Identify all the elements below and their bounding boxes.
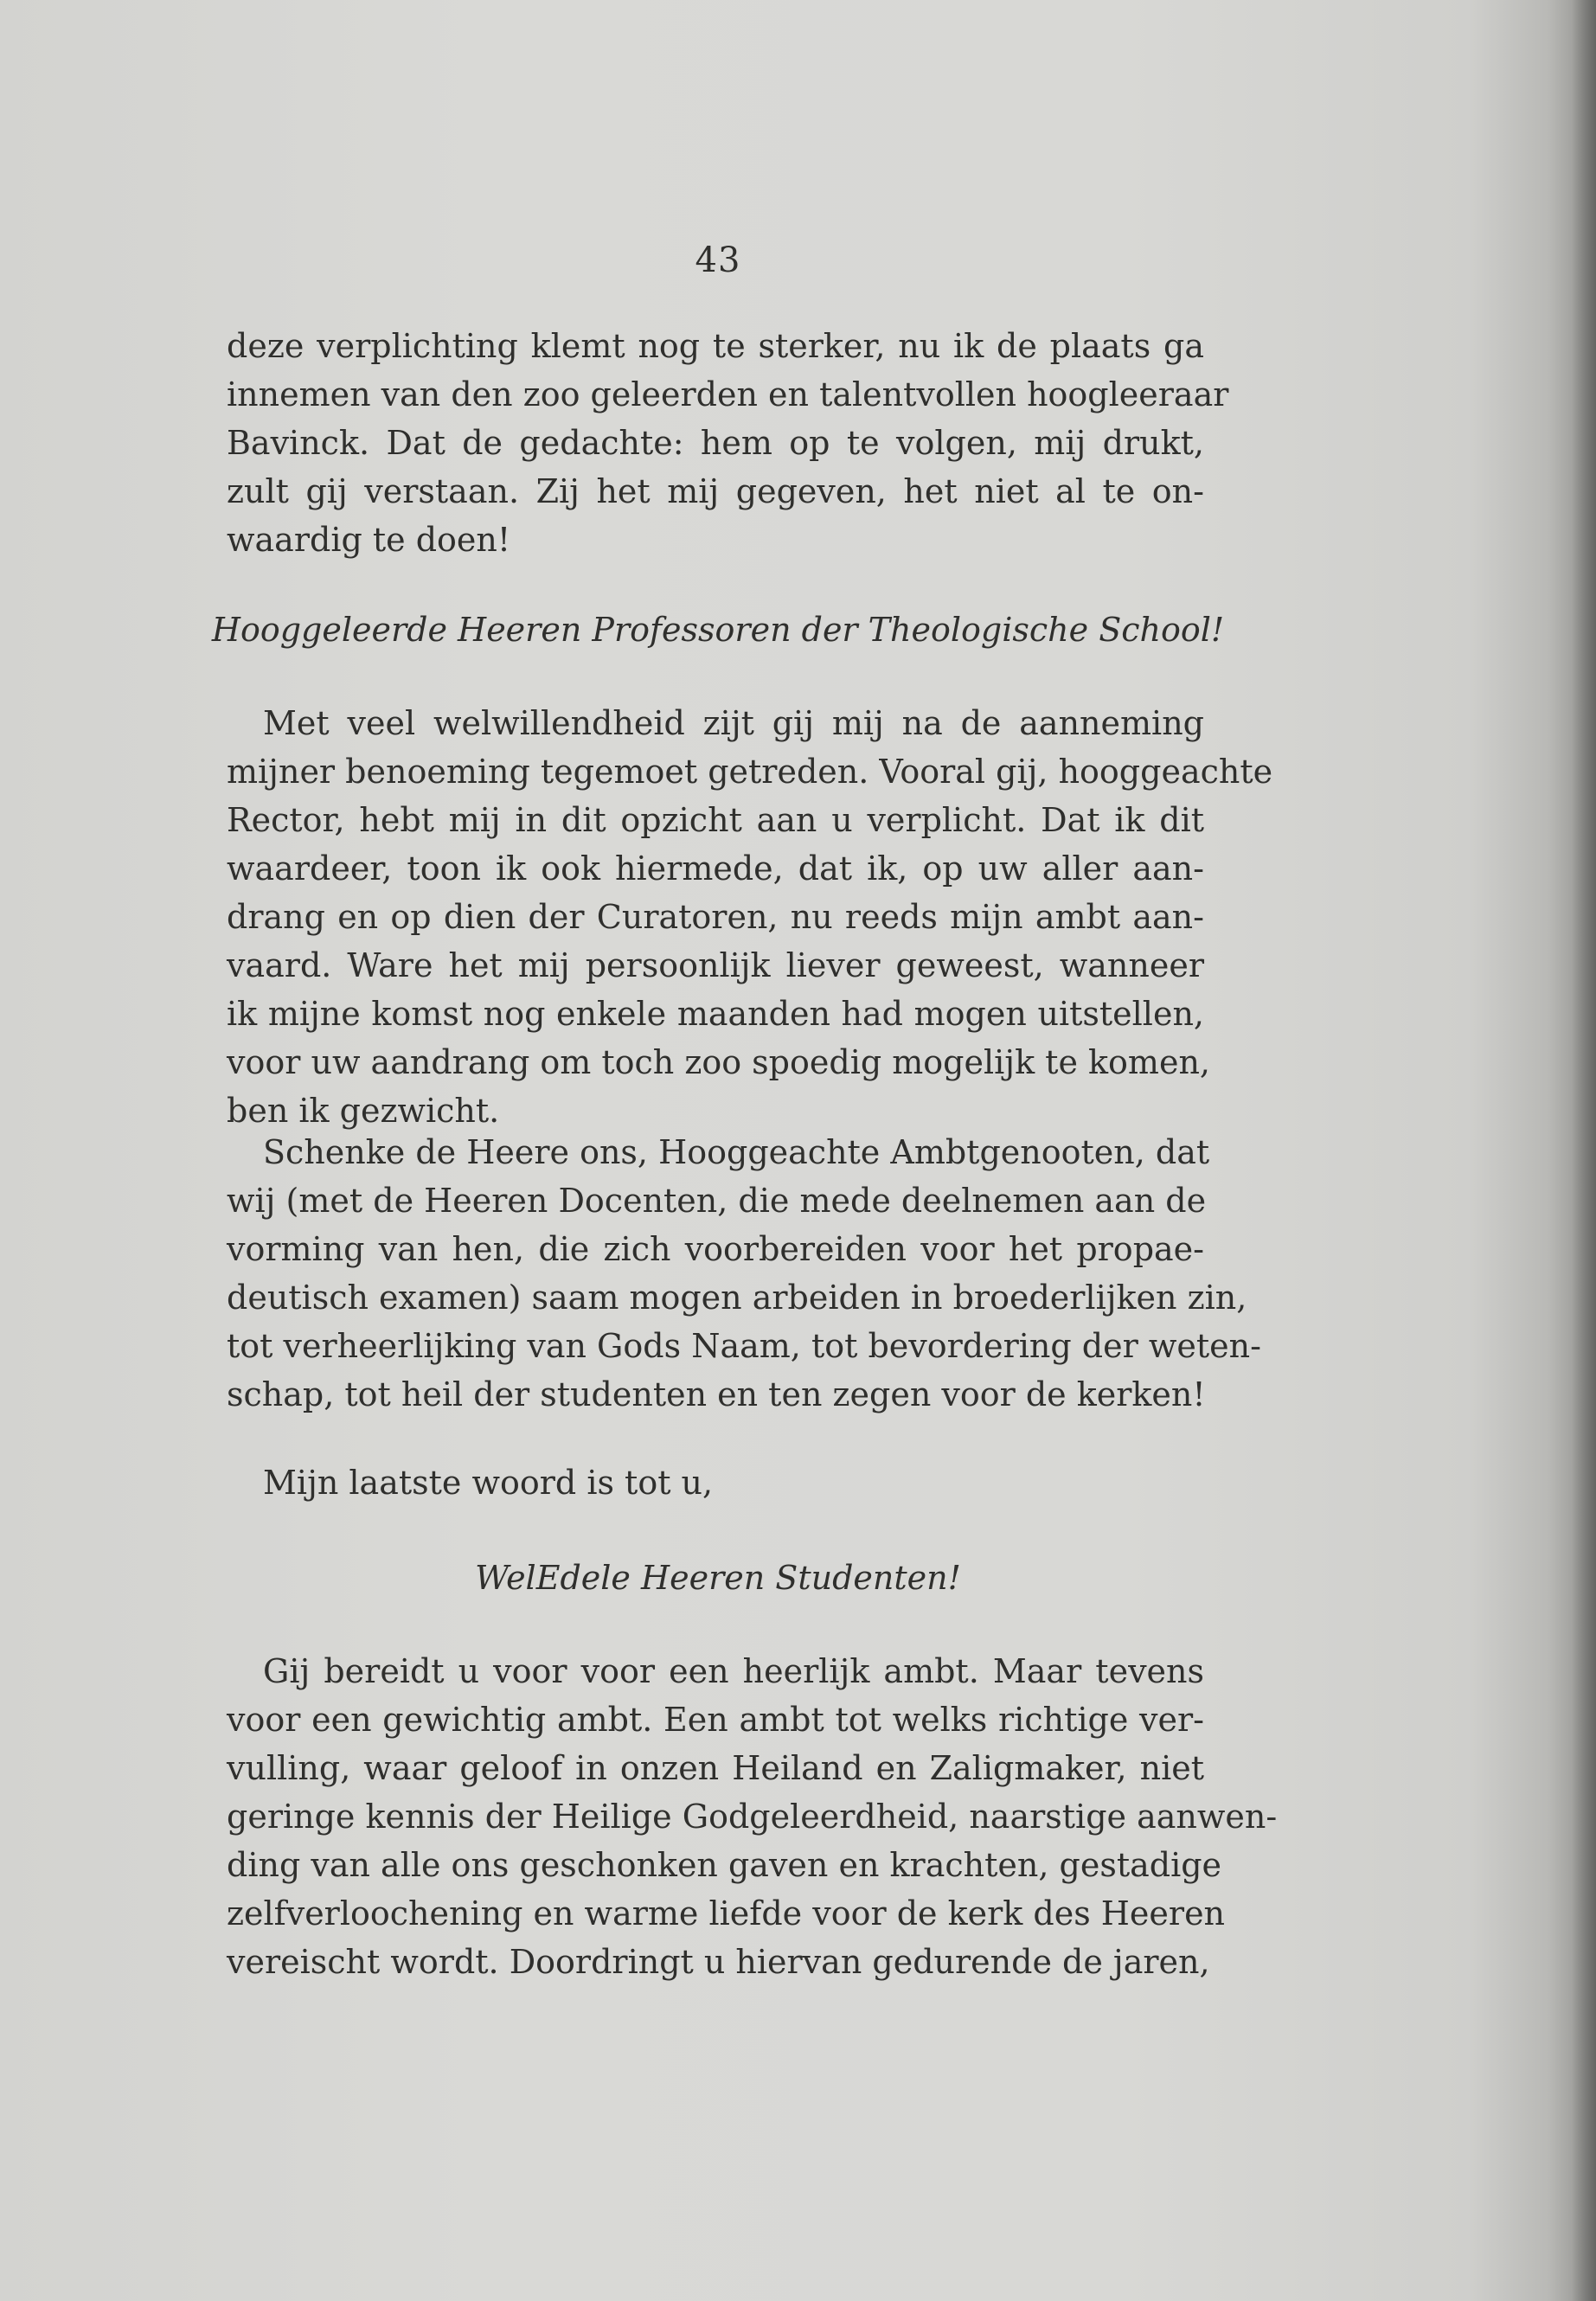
text-line: zelfverloochening en warme liefde voor de kerk des Heeren [227, 1894, 1226, 1932]
text-line: waardeer, toon ik ook hiermede, dat ik, op uw aller aan- [227, 849, 1204, 888]
page-edge-shadow [1572, 0, 1596, 2301]
heading-professors: Hooggeleerde Heeren Professoren der Theologische School! [211, 611, 1225, 649]
text-line: innemen van den zoo geleerden en talentvollen hoogleeraar [227, 375, 1229, 413]
text-line: deutisch examen) saam mogen arbeiden in broederlijken zin, [227, 1279, 1247, 1317]
text-line: ding van alle ons geschonken gaven en krachten, gestadige [227, 1846, 1222, 1884]
text-line: vorming van hen, die zich voorbereiden voor het propae- [227, 1230, 1204, 1268]
heading-students: WelEdele Heeren Studenten! [475, 1559, 961, 1597]
text-line: Bavinck. Dat de gedachte: hem op te volgen, mij drukt, [227, 424, 1204, 462]
text-line: Schenke de Heere ons, Hooggeachte Ambtgenooten, dat [263, 1133, 1210, 1171]
text-line: geringe kennis der Heilige Godgeleerdheid, naarstige aanwen- [227, 1798, 1278, 1836]
text-line: vereischt wordt. Doordringt u hiervan gedurende de jaren, [227, 1943, 1210, 1981]
text-line: vaard. Ware het mij persoonlijk liever geweest, wanneer [227, 946, 1204, 984]
text-line: tot verheerlijking van Gods Naam, tot bevordering der weten- [227, 1327, 1261, 1365]
text-line: wij (met de Heeren Docenten, die mede deelnemen aan de [227, 1182, 1207, 1220]
text-line: voor uw aandrang om toch zoo spoedig mogelijk te komen, [227, 1043, 1210, 1081]
text-line: ben ik gezwicht. [227, 1092, 500, 1130]
text-line: waardig te doen! [227, 521, 511, 559]
text-line: schap, tot heil der studenten en ten zegen voor de kerken! [227, 1375, 1206, 1413]
page-number: 43 [695, 240, 741, 280]
text-line: drang en op dien der Curatoren, nu reeds mijn ambt aan- [227, 898, 1204, 936]
text-line: voor een gewichtig ambt. Een ambt tot welks richtige ver- [227, 1701, 1204, 1739]
text-line: deze verplichting klemt nog te sterker, nu ik de plaats ga [227, 327, 1204, 365]
text-line: ik mijne komst nog enkele maanden had mogen uitstellen, [227, 995, 1204, 1033]
text-line: vulling, waar geloof in onzen Heiland en Zaligmaker, niet [227, 1749, 1204, 1787]
text-line: Mijn laatste woord is tot u, [263, 1464, 714, 1502]
text-line: Met veel welwillendheid zijt gij mij na de aanneming [263, 704, 1204, 742]
paragraph-2 [227, 699, 1273, 1135]
text-line: Gij bereidt u voor voor een heerlijk ambt. Maar tevens [263, 1652, 1204, 1690]
paragraph-4 [227, 1458, 1204, 1507]
paragraph-1 [227, 322, 1229, 564]
paragraph-3 [227, 1128, 1261, 1419]
text-line: Rector, hebt mij in dit opzicht aan u verplicht. Dat ik dit [227, 801, 1204, 839]
text-line: mijner benoeming tegemoet getreden. Vooral gij, hooggeachte [227, 753, 1273, 791]
paragraph-5 [227, 1647, 1278, 1986]
text-line: zult gij verstaan. Zij het mij gegeven, het niet al te on- [227, 472, 1204, 510]
